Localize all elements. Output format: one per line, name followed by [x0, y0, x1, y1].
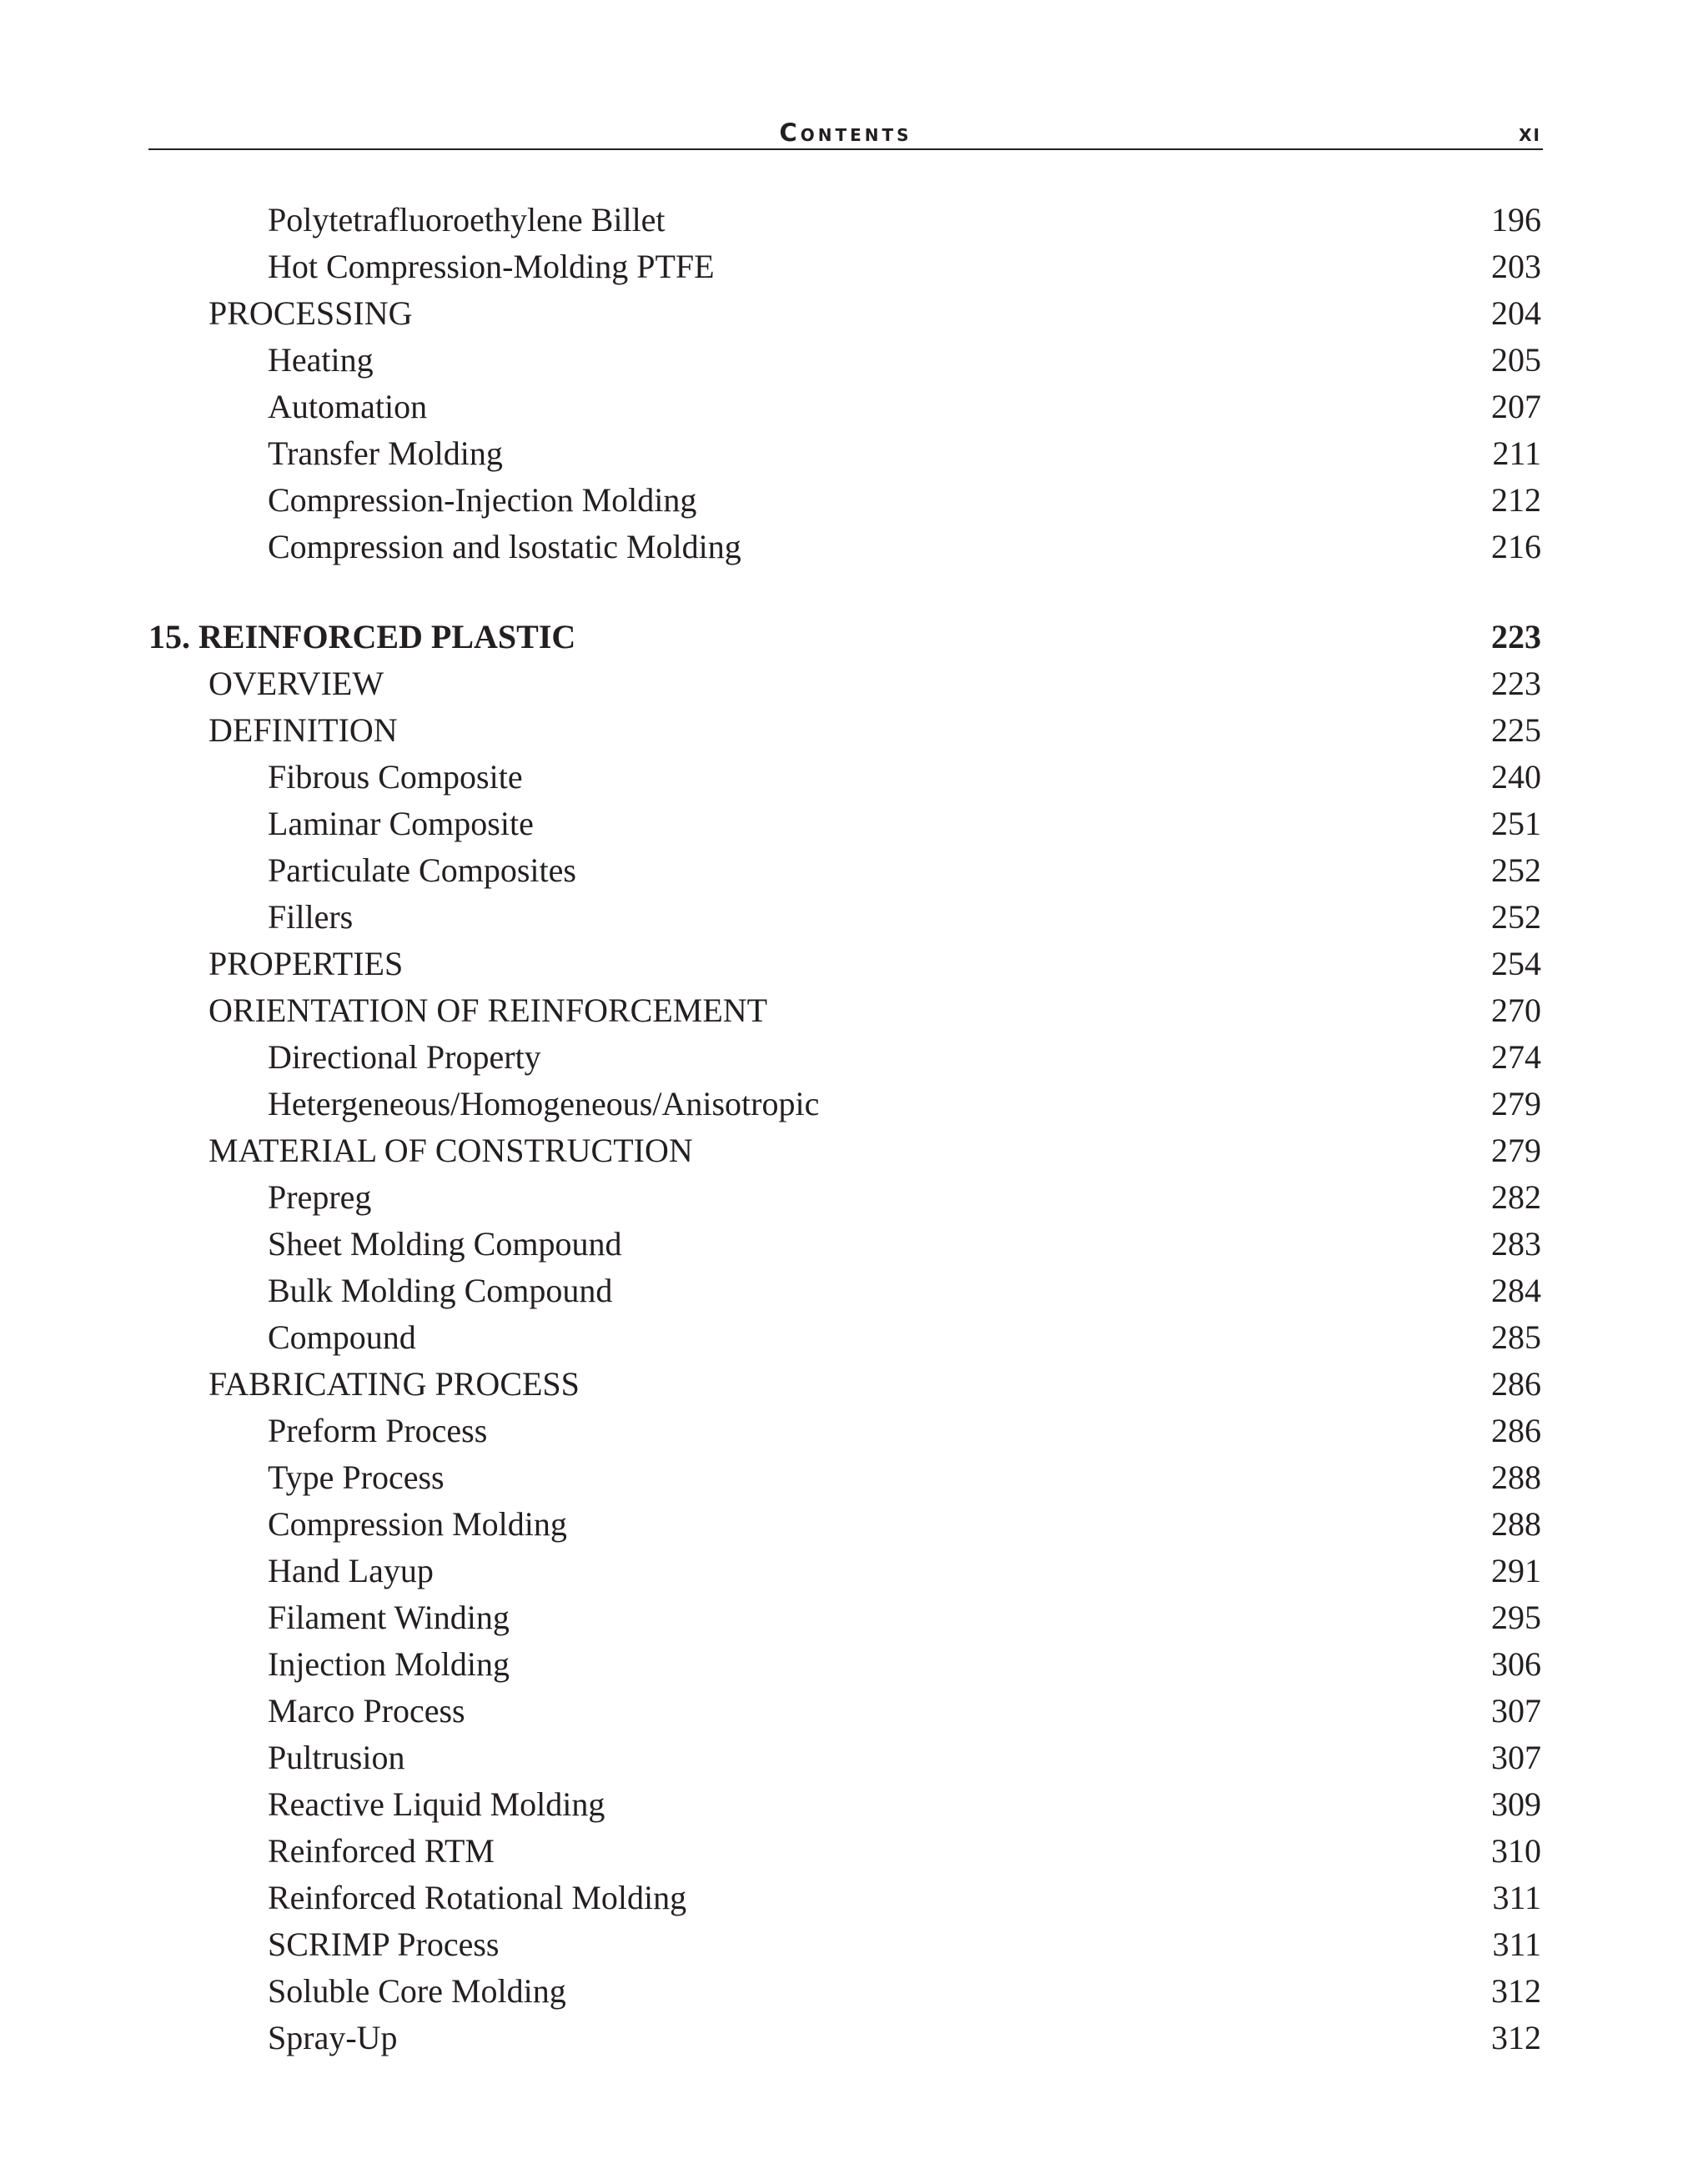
toc-entry-page: 306 [1491, 1645, 1541, 1683]
toc-chapter-page: 223 [1491, 618, 1541, 655]
toc-entry [148, 1828, 1543, 1875]
toc-entry [148, 477, 1543, 524]
toc-entry [148, 1501, 1543, 1548]
toc-entry [148, 1408, 1543, 1454]
toc-entry [148, 524, 1543, 570]
toc-entry [148, 430, 1543, 477]
toc-entry-page: 251 [1491, 805, 1541, 842]
toc-entry [148, 1314, 1543, 1361]
toc-entry [148, 1548, 1543, 1594]
toc-entry [148, 1174, 1543, 1221]
toc-entry-page: 288 [1491, 1505, 1541, 1543]
toc-entry [148, 1781, 1543, 1828]
toc-entry [148, 754, 1543, 801]
toc-entry-page: 211 [1492, 434, 1541, 472]
toc-entry-page: 216 [1491, 528, 1541, 565]
toc-entry-page: 311 [1492, 1925, 1541, 1963]
toc-section-page: 204 [1491, 294, 1541, 332]
toc-entry-title: Laminar Composite [268, 805, 534, 842]
toc-entry-title: Hand Layup [268, 1552, 434, 1589]
toc-entry [148, 801, 1543, 847]
toc-section-page: 279 [1491, 1132, 1541, 1169]
toc-entry-page: 312 [1491, 2019, 1541, 2056]
toc-entry-title: Injection Molding [268, 1645, 510, 1683]
table-of-contents [148, 197, 1543, 2061]
toc-entry [148, 1268, 1543, 1314]
toc-entry-page: 284 [1491, 1272, 1541, 1309]
toc-section [148, 1127, 1543, 1174]
toc-entry-page: 252 [1491, 898, 1541, 936]
toc-entry [148, 384, 1543, 430]
toc-entry-page: 212 [1491, 481, 1541, 519]
toc-entry-page: 295 [1491, 1599, 1541, 1636]
toc-entry-title: Preform Process [268, 1412, 488, 1449]
toc-entry [148, 1875, 1543, 1921]
toc-entry-title: Automation [268, 388, 428, 425]
toc-entry-page: 307 [1491, 1692, 1541, 1730]
toc-entry-page: 283 [1491, 1225, 1541, 1263]
toc-entry-page: 282 [1491, 1178, 1541, 1216]
toc-entry [148, 1454, 1543, 1501]
toc-section [148, 660, 1543, 707]
toc-entry-title: Pultrusion [268, 1739, 405, 1776]
toc-entry-page: 196 [1491, 201, 1541, 238]
toc-section-title: OVERVIEW [208, 665, 384, 702]
toc-entry-title: Directional Property [268, 1038, 541, 1076]
toc-entry-title: Fibrous Composite [268, 758, 523, 796]
toc-section-title: PROCESSING [208, 294, 413, 332]
toc-entry-page: 252 [1491, 851, 1541, 889]
toc-entry-page: 279 [1491, 1085, 1541, 1122]
toc-entry-title: Transfer Molding [268, 434, 503, 472]
toc-section-title: MATERIAL OF CONSTRUCTION [208, 1132, 693, 1169]
toc-section-title: DEFINITION [208, 711, 398, 749]
toc-entry-page: 207 [1491, 388, 1541, 425]
toc-entry [148, 1081, 1543, 1127]
toc-entry-page: 311 [1492, 1879, 1541, 1916]
toc-entry-title: Reactive Liquid Molding [268, 1785, 605, 1823]
toc-entry [148, 197, 1543, 244]
toc-entry-title: Fillers [268, 898, 354, 936]
toc-entry [148, 894, 1543, 941]
toc-entry-page: 240 [1491, 758, 1541, 796]
toc-entry-title: Prepreg [268, 1178, 372, 1216]
toc-entry-title: Type Process [268, 1459, 445, 1496]
toc-entry-page: 203 [1491, 248, 1541, 285]
running-header-title: Contents [779, 118, 912, 147]
toc-entry-page: 310 [1491, 1832, 1541, 1870]
toc-section-page: 223 [1491, 665, 1541, 702]
toc-entry-title: Soluble Core Molding [268, 1972, 566, 2010]
toc-entry-title: Bulk Molding Compound [268, 1272, 613, 1309]
toc-entry-title: Compound [268, 1318, 416, 1356]
toc-section [148, 290, 1543, 337]
toc-section-title: ORIENTATION OF REINFORCEMENT [208, 992, 768, 1029]
toc-entry-title: Marco Process [268, 1692, 465, 1730]
toc-entry [148, 1034, 1543, 1081]
toc-section-title: PROPERTIES [208, 945, 404, 982]
toc-entry [148, 244, 1543, 290]
toc-section-page: 286 [1491, 1365, 1541, 1403]
toc-entry [148, 847, 1543, 894]
toc-section [148, 1361, 1543, 1408]
toc-entry-page: 309 [1491, 1785, 1541, 1823]
toc-entry-page: 286 [1491, 1412, 1541, 1449]
toc-entry-title: Compression Molding [268, 1505, 567, 1543]
toc-entry [148, 1594, 1543, 1641]
toc-section-page: 254 [1491, 945, 1541, 982]
toc-section [148, 707, 1543, 754]
toc-entry-title: Spray-Up [268, 2019, 398, 2056]
toc-chapter-title: 15. REINFORCED PLASTIC [148, 618, 576, 655]
toc-entry-page: 307 [1491, 1739, 1541, 1776]
toc-entry-title: Compression-Injection Molding [268, 481, 697, 519]
toc-entry [148, 2015, 1543, 2061]
toc-entry-page: 312 [1491, 1972, 1541, 2010]
toc-entry [148, 1968, 1543, 2015]
running-header [148, 115, 1543, 150]
toc-entry [148, 1641, 1543, 1688]
toc-section-title: FABRICATING PROCESS [208, 1365, 580, 1403]
toc-section-page: 270 [1491, 992, 1541, 1029]
toc-entry-title: Reinforced Rotational Molding [268, 1879, 687, 1916]
toc-entry-page: 291 [1491, 1552, 1541, 1589]
toc-entry [148, 1735, 1543, 1781]
toc-entry [148, 1688, 1543, 1735]
toc-entry [148, 337, 1543, 384]
toc-entry-title: Filament Winding [268, 1599, 510, 1636]
toc-entry-title: Heating [268, 341, 374, 379]
toc-entry-title: Compression and lsostatic Molding [268, 528, 741, 565]
toc-entry-title: Particulate Composites [268, 851, 576, 889]
toc-entry-title: SCRIMP Process [268, 1925, 500, 1963]
toc-entry [148, 1221, 1543, 1268]
toc-entry-title: Sheet Molding Compound [268, 1225, 622, 1263]
toc-section [148, 987, 1543, 1034]
toc-entry-title: Hetergeneous/Homogeneous/Anisotropic [268, 1085, 820, 1122]
toc-section-page: 225 [1491, 711, 1541, 749]
toc-section [148, 941, 1543, 987]
toc-entry-title: Polytetrafluoroethylene Billet [268, 201, 666, 238]
toc-entry [148, 1921, 1543, 1968]
toc-entry-page: 288 [1491, 1459, 1541, 1496]
toc-entry-title: Hot Compression-Molding PTFE [268, 248, 715, 285]
toc-entry-title: Reinforced RTM [268, 1832, 495, 1870]
toc-entry-page: 205 [1491, 341, 1541, 379]
toc-entry-page: 274 [1491, 1038, 1541, 1076]
running-header-page-number: xi [1519, 118, 1541, 147]
toc-chapter [148, 614, 1543, 660]
toc-entry-page: 285 [1491, 1318, 1541, 1356]
